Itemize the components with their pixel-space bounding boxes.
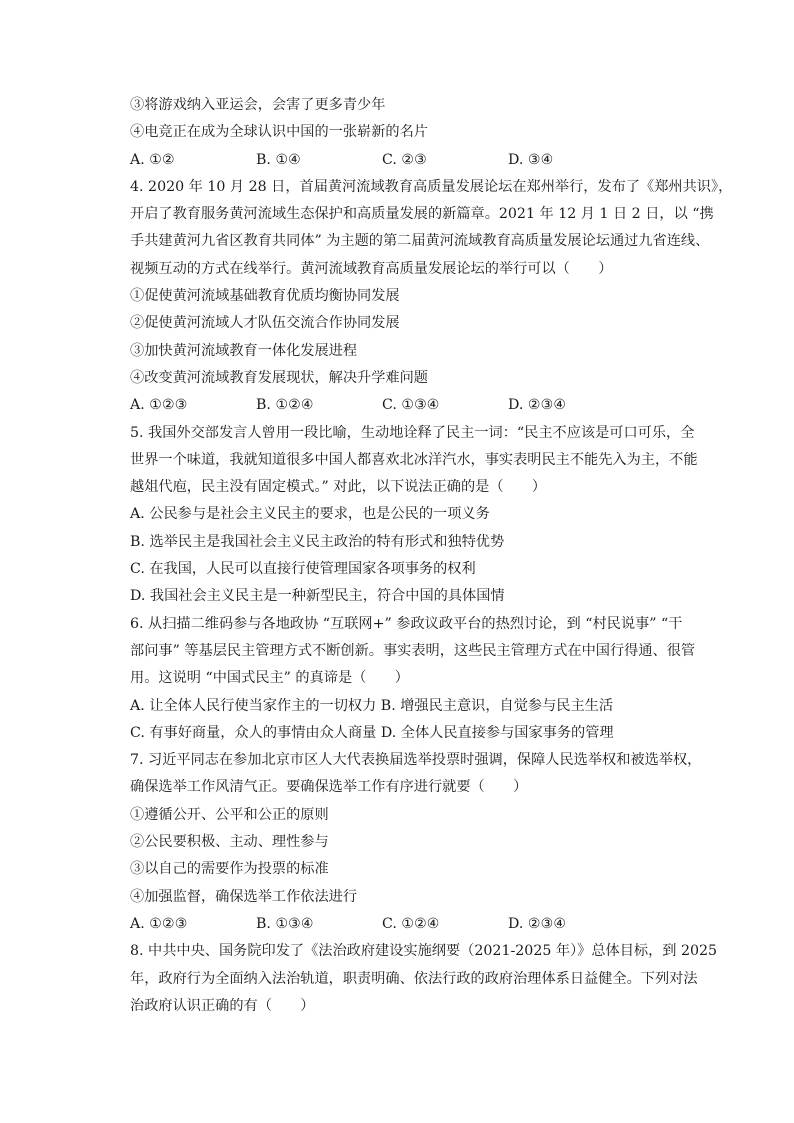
option-a: A. ①② — [130, 151, 175, 168]
question-5 — [130, 420, 700, 611]
exam-page — [130, 92, 733, 1020]
question-4 — [130, 174, 733, 420]
statement-item: ④电竞正在成为全球认识中国的一张崭新的名片 — [130, 124, 428, 141]
statement-item: ①促使黄河流域基础教育优质均衡协同发展 — [130, 288, 400, 305]
option-d: D. ③④ — [508, 151, 554, 168]
question-stem-line: 用。这说明 “中国式民主” 的真谛是（ ） — [130, 670, 409, 687]
option-d: D. 我国社会主义民主是一种新型民主，符合中国的具体国情 — [130, 588, 505, 605]
question-stem-line: 8. 中共中央、国务院印发了《法治政府建设实施纲要（2021-2025 年）》总体目标，到 2025 — [130, 943, 718, 960]
option-a: A. ①②③ — [130, 397, 188, 414]
statement-item: ④改变黄河流域教育发展现状，解决升学难问题 — [130, 369, 428, 386]
option-b: B. 选举民主是我国社会主义民主政治的特有形式和独特优势 — [130, 533, 505, 550]
question-stem-line: 开启了教育服务黄河流域生态保护和高质量发展的新篇章。2021 年 12 月 1 日 2 日，以 “携 — [130, 206, 714, 223]
statement-item: ②公民要积极、主动、理性参与 — [130, 834, 329, 851]
answer-options — [130, 911, 700, 938]
statement-item: ②促使黄河流域人才队伍交流合作协同发展 — [130, 315, 400, 332]
answer-options — [130, 147, 700, 174]
statement-item: ③以自己的需要作为投票的标准 — [130, 861, 329, 878]
option-d: D. ②③④ — [508, 397, 567, 414]
question-stem-line: 部问事” 等基层民主管理方式不断创新。事实表明，这些民主管理方式在中国行得通、很管 — [130, 642, 696, 659]
question-8 — [130, 938, 718, 1020]
question-stem-line: 7. 习近平同志在参加北京市区人大代表换届选举投票时强调，保障人民选举权和被选举权， — [130, 752, 702, 769]
option-a: A. ①②③ — [130, 915, 188, 932]
option-d: D. ②③④ — [508, 915, 567, 932]
option-c: C. ②③ — [382, 151, 427, 168]
options-row-cd: C. 有事好商量，众人的事情由众人商量 D. 全体人民直接参与国家事务的管理 — [130, 724, 614, 741]
question-stem-line: 越俎代庖，民主没有固定模式。” 对此，以下说法正确的是（ ） — [130, 479, 547, 496]
statement-item: ③将游戏纳入亚运会，会害了更多青少年 — [130, 97, 386, 113]
option-c: C. ①③④ — [382, 397, 440, 414]
question-stem-line: 年，政府行为全面纳入法治轨道，职责明确、依法行政的政府治理体系日益健全。下列对法 — [130, 970, 698, 987]
option-c: C. 在我国，人民可以直接行使管理国家各项事务的权利 — [130, 561, 476, 578]
question-stem-line: 4. 2020 年 10 月 28 日，首届黄河流域教育高质量发展论坛在郑州举行，发布了《郑州共识》， — [130, 178, 733, 195]
question-7 — [130, 747, 700, 938]
option-c: C. ①②④ — [382, 915, 440, 932]
options-row-ab: A. 让全体人民行使当家作主的一切权力 B. 增强民主意识，自觉参与民主生活 — [130, 697, 614, 714]
question-stem-line: 治政府认识正确的有（ ） — [130, 997, 315, 1014]
question-stem-line: 5. 我国外交部发言人曾用一段比喻，生动地诠释了民主一词：“民主不应该是可口可乐，全 — [130, 424, 695, 441]
question-stem-line: 世界一个味道，我就知道很多中国人都喜欢北冰洋汽水，事实表明民主不能先入为主，不能 — [130, 451, 698, 468]
statement-item: ④加强监督，确保选举工作依法进行 — [130, 888, 358, 905]
statement-item: ③加快黄河流域教育一体化发展进程 — [130, 342, 358, 359]
statement-item: ①遵循公开、公平和公正的原则 — [130, 806, 329, 823]
question-6 — [130, 611, 700, 747]
question-stem-line: 手共建黄河九省区教育共同体” 为主题的第二届黄河流域教育高质量发展论坛通过九省连线、 — [130, 233, 710, 250]
option-a: A. 公民参与是社会主义民主的要求，也是公民的一项义务 — [130, 506, 490, 523]
option-b: B. ①②④ — [256, 397, 314, 414]
option-b: B. ①③④ — [256, 915, 314, 932]
prev-question — [130, 92, 700, 174]
answer-options — [130, 392, 700, 419]
question-stem-line: 确保选举工作风清气正。要确保选举工作有序进行就要（ ） — [130, 779, 528, 796]
option-b: B. ①④ — [256, 151, 301, 168]
question-stem-line: 视频互动的方式在线举行。黄河流域教育高质量发展论坛的举行可以（ ） — [130, 260, 613, 277]
question-stem-line: 6. 从扫描二维码参与各地政协 “互联网+” 参政议政平台的热烈讨论，到 “村民说事” “干 — [130, 615, 683, 632]
